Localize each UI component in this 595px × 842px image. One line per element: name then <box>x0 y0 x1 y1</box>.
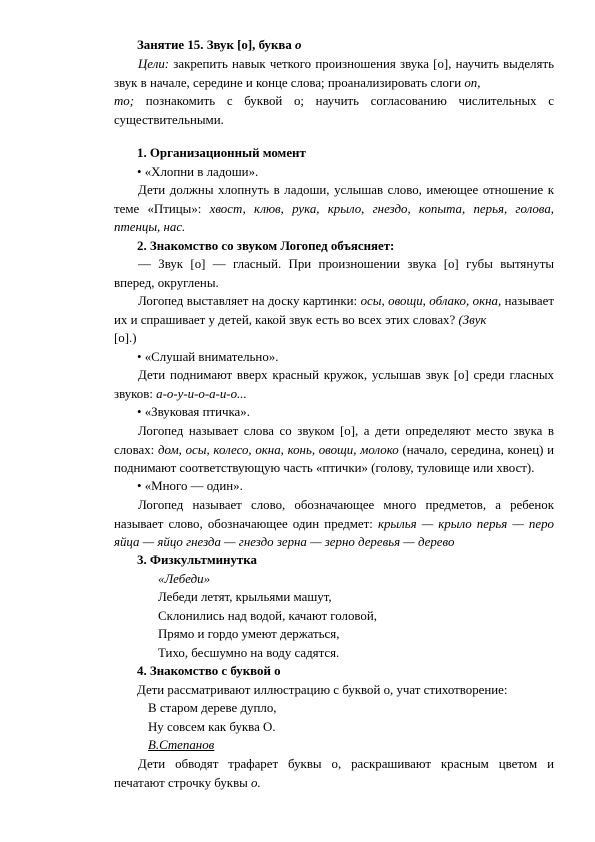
para2-answer-end: [о].) <box>114 331 137 346</box>
game3-desc1: Логопед называет слова со звуком [о], а дети определяют место звука в словах: <box>114 424 554 457</box>
game3-title: • «Звуковая птичка». <box>137 405 250 419</box>
section4-intro: Дети рассматривают иллюстрацию с буквой о, учат стихотворение: <box>137 683 508 697</box>
goals-text-1: закрепить навык четкого произношения звука [о], научить выделять звук в начале, середине и конце слова; проанализировать слоги <box>114 57 554 90</box>
para2-words: осы, овощи, облако, окна, <box>360 294 502 308</box>
section2-heading: 2. Знакомство со звуком Логопед объясняет: <box>137 239 395 253</box>
game2-title: • «Слушай внимательно». <box>137 350 279 364</box>
section2-para2 <box>114 292 554 348</box>
section4-heading: 4. Знакомство с буквой о <box>137 664 281 678</box>
section3-heading: 3. Физкультминутка <box>137 553 257 567</box>
section1-game-title: • «Хлопни в ладоши». <box>137 165 259 179</box>
section1-text <box>114 181 554 237</box>
poem-line: Лебеди летят, крыльями машут, <box>158 590 332 604</box>
lesson-goals <box>114 55 554 129</box>
section1-heading: 1. Организационный момент <box>137 146 306 160</box>
poem2-line: Ну совсем как буква О. <box>148 720 276 734</box>
section2-para1: — Звук [о] — гласный. При произношении звука [о] губы вытянуты вперед, округлены. <box>114 257 554 290</box>
game4-text <box>114 496 554 552</box>
final-text: Дети обводят трафарет буквы о, раскрашивают красным цветом и печатают строчку буквы <box>114 757 554 790</box>
goals-label: Цели: <box>138 57 170 71</box>
para2-text2: называет их и спрашивает у детей, какой звук есть во всех этих словах? <box>114 294 554 327</box>
poem2-line: В старом дереве дупло, <box>148 701 277 715</box>
game4-title: • «Много — один». <box>137 479 243 493</box>
para2-answer: (Звук <box>458 312 487 327</box>
game3-text <box>114 422 554 478</box>
poem-title: «Лебеди» <box>158 572 211 586</box>
section1-desc: Дети должны хлопнуть в ладоши, услышав слово, имеющее отношение к теме «Птицы»: <box>114 183 554 216</box>
poem-line: Тихо, бесшумно на воду садятся. <box>158 646 340 660</box>
game2-desc: Дети поднимают вверх красный кружок, услышав звук [о] среди гласных звуков: <box>114 368 554 401</box>
game2-sounds: а-о-у-и-о-а-и-о... <box>156 386 247 401</box>
game4-desc: Логопед называет слово, обозначающее много предметов, а ребенок называет слово, обозначающее один предмет: <box>114 498 554 531</box>
goals-text-2: познакомить с буквой о; научить согласованию числительных с существительными. <box>114 94 554 127</box>
game4-words: крылья — крыло перья — перо яйца — яйцо гнезда — гнездо зерна — зерно деревья — дерево <box>114 516 554 550</box>
section4-final <box>114 755 554 792</box>
section1-words: хвост, клюв, рука, крыло, гнездо, копыта, перья, голова, птенцы, нас. <box>114 201 554 235</box>
game3-words: дом, осы, колесо, окна, конь, овощи, молоко <box>157 442 399 457</box>
poem-line: Прямо и гордо умеют держаться, <box>158 627 340 641</box>
game3-desc2: (начало, середина, конец) и поднимают соответствующую часть «птички» (голову, туловище или хвост). <box>114 442 554 476</box>
lesson-title-text: Занятие 15. Звук [о], буква <box>137 38 296 52</box>
poem2-author: В.Степанов <box>148 738 215 752</box>
lesson-title-letter: о <box>295 38 302 52</box>
lesson-title <box>137 36 554 55</box>
final-letter: о. <box>251 775 261 790</box>
para2-text1: Логопед выставляет на доску картинки: <box>138 294 361 308</box>
poem-line: Склонились над водой, качают головой, <box>158 609 377 623</box>
game2-text <box>114 366 554 403</box>
goals-syllable-2: то; <box>114 94 135 109</box>
goals-syllable-1: оп, <box>464 75 481 90</box>
